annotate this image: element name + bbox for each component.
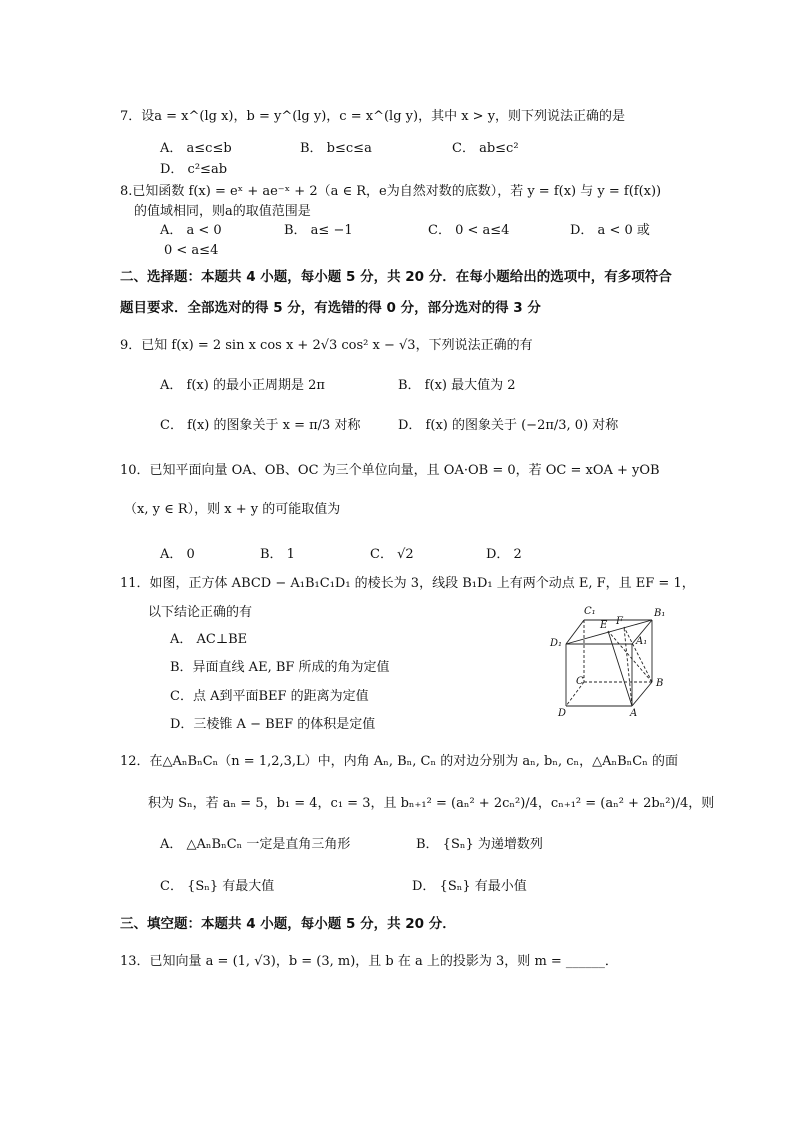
q7-option-c: C． ab≤c²	[452, 141, 519, 156]
q9-option-a: A． f(x) 的最小正周期是 2π	[160, 378, 325, 393]
q8-option-d-cont: 0 < a≤4	[164, 243, 219, 258]
q12-stem-cont: 积为 Sₙ，若 aₙ = 5，b₁ = 4，c₁ = 3，且 bₙ₊₁² = (aₙ² + 2cₙ²)/4，cₙ₊₁² = (aₙ² + 2bₙ²)/4，则	[148, 796, 715, 811]
section-2-heading: 二、选择题：本题共 4 小题，每小题 5 分，共 20 分．在每小题给出的选项中，有多项符合	[120, 269, 672, 285]
q9-stem: 9．已知 f(x) = 2 sin x cos x + 2√3 cos² x − √3，下列说法正确的有	[120, 338, 533, 353]
q9-option-b: B． f(x) 最大值为 2	[398, 378, 516, 393]
q11-option-b: B．异面直线 AE, BF 所成的角为定值	[170, 660, 390, 675]
label-c1: C₁	[584, 606, 596, 617]
q8-stem-cont: 的值域相同，则a的取值范围是	[134, 204, 311, 219]
q12-option-a: A． △AₙBₙCₙ 一定是直角三角形	[160, 837, 351, 852]
q12-stem: 12．在△AₙBₙCₙ（n = 1,2,3,L）中，内角 Aₙ, Bₙ, Cₙ 的对边分别为 aₙ, bₙ, cₙ，△AₙBₙCₙ 的面	[120, 754, 679, 769]
q10-option-c: C． √2	[370, 547, 414, 562]
q13-stem: 13．已知向量 a = (1, √3)，b = (3, m)，且 b 在 a 上的投影为 3，则 m = ______．	[120, 954, 618, 969]
q7-stem: 7．设a = x^(lg x)，b = y^(lg y)，c = x^(lg y)，其中 x > y，则下列说法正确的是	[120, 109, 626, 124]
q10-option-a: A． 0	[160, 547, 195, 562]
q10-stem: 10．已知平面向量 OA、OB、OC 为三个单位向量，且 OA·OB = 0，若 OC = xOA + yOB	[120, 463, 660, 478]
q12-option-b: B． {Sₙ} 为递增数列	[416, 837, 543, 852]
q11-option-d: D．三棱锥 A − BEF 的体积是定值	[170, 717, 376, 732]
label-d1: D₁	[550, 638, 563, 649]
label-a1: A₁	[636, 636, 648, 647]
q7-option-a: A． a≤c≤b	[160, 141, 232, 156]
q9-option-c: C． f(x) 的图象关于 x = π/3 对称	[160, 418, 361, 433]
q8-option-c: C． 0 < a≤4	[428, 223, 510, 238]
q10-stem-cont: （x, y ∈ R），则 x + y 的可能取值为	[124, 502, 341, 517]
q12-option-d: D． {Sₙ} 有最小值	[412, 879, 527, 894]
label-d: D	[558, 708, 567, 718]
q12-option-c: C． {Sₙ} 有最大值	[160, 879, 275, 894]
q7-option-b: B． b≤c≤a	[300, 141, 372, 156]
section-3-heading: 三、填空题：本题共 4 小题，每小题 5 分，共 20 分．	[120, 916, 456, 932]
q8-option-a: A． a < 0	[160, 223, 222, 238]
q8-option-b: B． a≤ −1	[284, 223, 353, 238]
q10-option-d: D． 2	[486, 547, 522, 562]
label-e: E	[600, 620, 608, 631]
q8-option-d: D． a < 0 或	[570, 223, 650, 238]
label-a: A	[630, 708, 638, 718]
q10-option-b: B． 1	[260, 547, 295, 562]
q11-option-a: A． AC⊥BE	[170, 632, 248, 647]
q9-option-d: D． f(x) 的图象关于 (−2π/3, 0) 对称	[398, 418, 619, 433]
label-b1: B₁	[654, 608, 666, 619]
q7-option-d: D． c²≤ab	[160, 162, 228, 177]
label-b: B	[656, 678, 664, 689]
cube-figure	[548, 600, 680, 718]
q11-stem-cont: 以下结论正确的有	[148, 605, 253, 620]
section-2-heading-cont: 题目要求．全部选对的得 5 分，有选错的得 0 分，部分选对的得 3 分	[120, 300, 541, 316]
q8-stem: 8.已知函数 f(x) = eˣ + ae⁻ˣ + 2（a ∈ R，e为自然对数的底数），若 y = f(x) 与 y = f(f(x))	[120, 184, 662, 199]
label-f: F	[616, 616, 623, 627]
label-c: C	[576, 676, 584, 687]
q11-option-c: C．点 A到平面BEF 的距离为定值	[170, 689, 369, 704]
q11-stem: 11．如图，正方体 ABCD − A₁B₁C₁D₁ 的棱长为 3，线段 B₁D₁ 上有两个动点 E, F，且 EF = 1，	[120, 576, 695, 591]
